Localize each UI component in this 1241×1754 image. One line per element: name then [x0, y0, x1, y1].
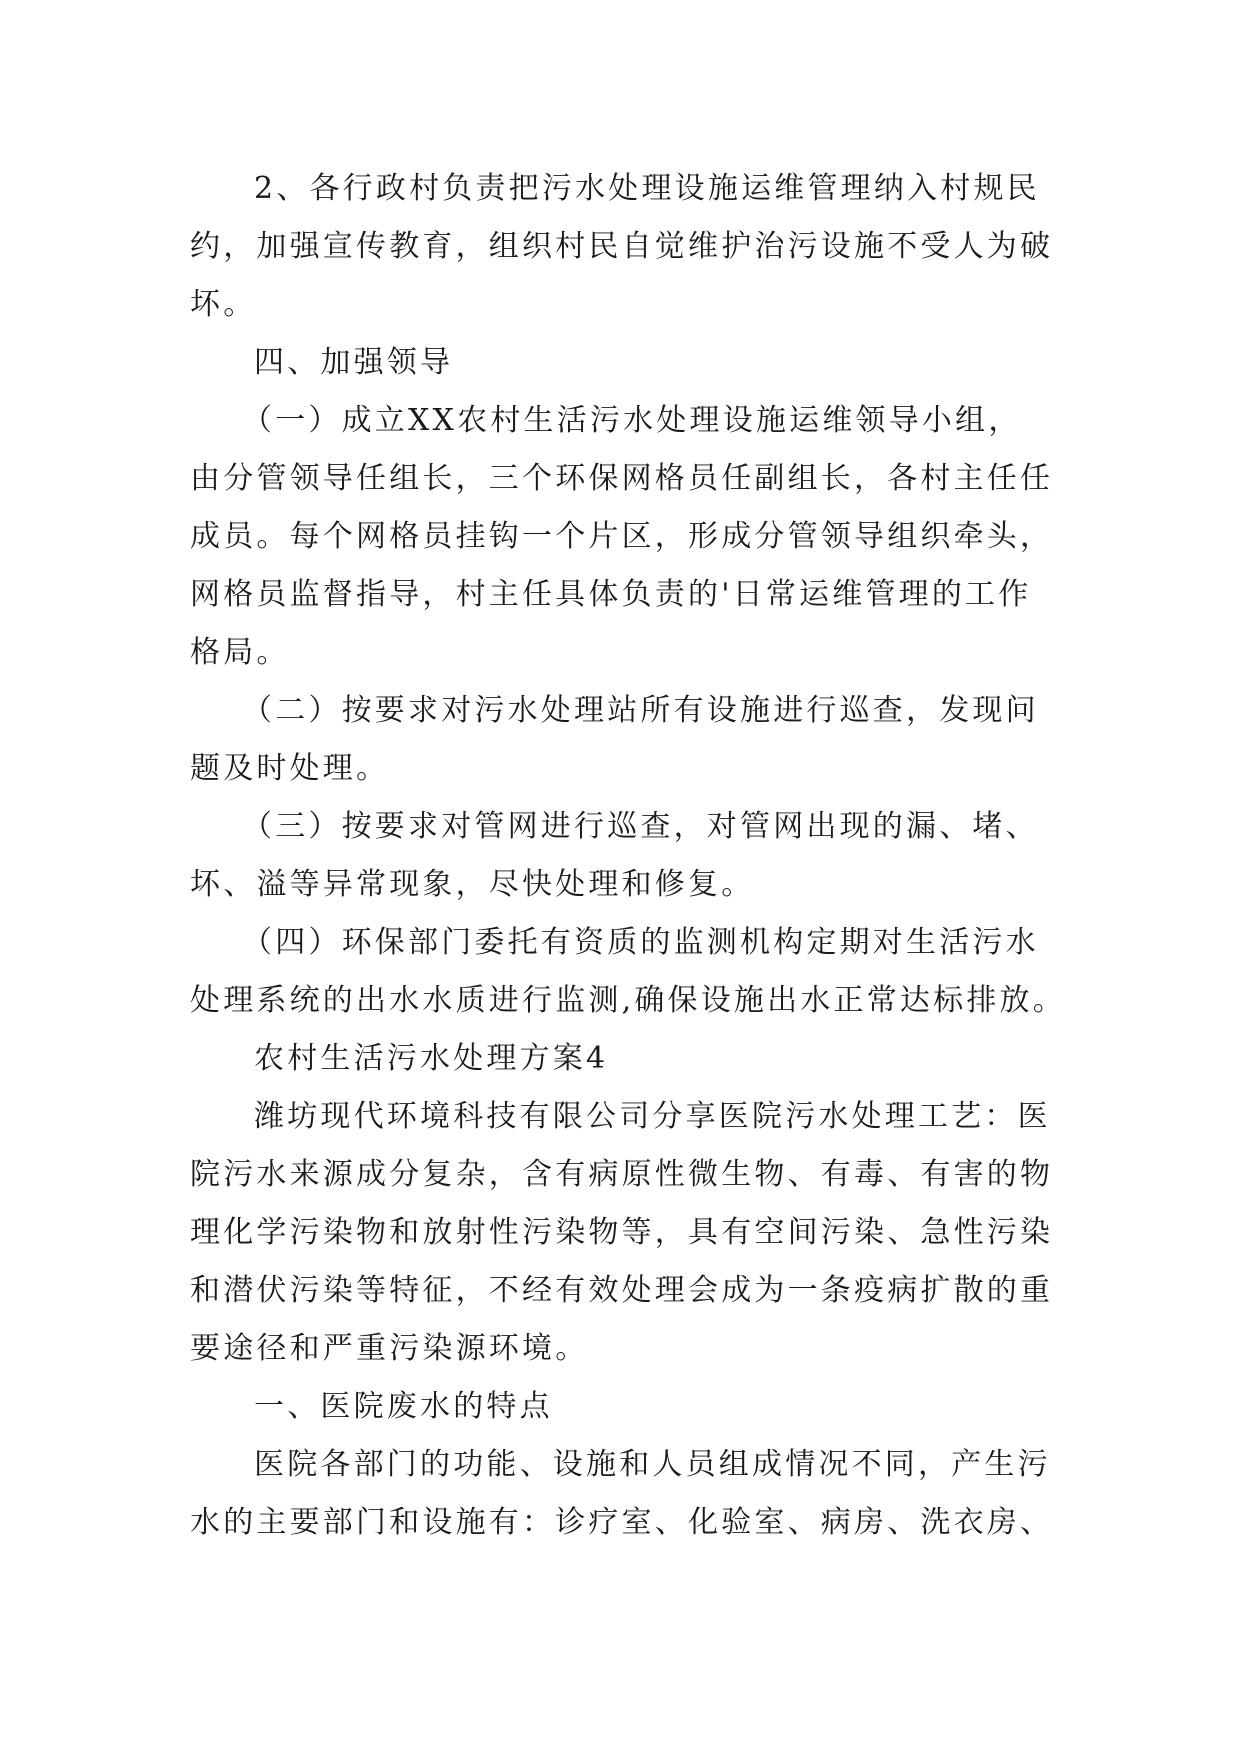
paragraph-line: 坏、溢等异常现象，尽快处理和修复。 — [190, 867, 755, 902]
paragraph-line: 2、各行政村负责把污水处理设施运维管理纳入村规民 — [254, 171, 1040, 206]
paragraph-line: 医院各部门的功能、设施和人员组成情况不同，产生污 — [254, 1447, 1051, 1482]
paragraph-line: 理化学污染物和放射性污染物等，具有空间污染、急性污染 — [190, 1215, 1054, 1250]
paragraph-line: 潍坊现代环境科技有限公司分享医院污水处理工艺：医 — [254, 1099, 1051, 1134]
paragraph-line: 院污水来源成分复杂，含有病原性微生物、有毒、有害的物 — [190, 1157, 1054, 1192]
paragraph-line: 坏。 — [190, 287, 257, 322]
paragraph-line: （三）按要求对管网进行巡查，对管网出现的漏、堵、 — [242, 809, 1039, 844]
document-body — [190, 160, 1066, 1552]
paragraph-line: 题及时处理。 — [190, 751, 390, 786]
paragraph-line: 和潜伏污染等特征，不经有效处理会成为一条疫病扩散的重 — [190, 1273, 1054, 1308]
paragraph-line: （四）环保部门委托有资质的监测机构定期对生活污水 — [242, 925, 1039, 960]
section-heading: 四、加强领导 — [254, 345, 454, 380]
paragraph-line: 由分管领导任组长，三个环保网格员任副组长，各村主任任 — [190, 461, 1054, 496]
paragraph-line: （二）按要求对污水处理站所有设施进行巡查，发现问 — [242, 693, 1039, 728]
section-heading: 农村生活污水处理方案4 — [254, 1041, 609, 1076]
paragraph-line: 网格员监督指导，村主任具体负责的'日常运维管理的工作 — [190, 577, 1032, 612]
section-heading: 一、医院废水的特点 — [254, 1389, 553, 1424]
paragraph-line: 水的主要部门和设施有：诊疗室、化验室、病房、洗衣房、 — [190, 1505, 1054, 1540]
paragraph-line: 处理系统的出水水质进行监测,确保设施出水正常达标排放。 — [190, 983, 1066, 1018]
paragraph-line: 要途径和严重污染源环境。 — [190, 1331, 589, 1366]
paragraph-line: 成员。每个网格员挂钩一个片区，形成分管领导组织牵头， — [190, 519, 1054, 554]
paragraph-line: （一）成立XX农村生活污水处理设施运维领导小组， — [242, 403, 1022, 438]
paragraph-line: 格局。 — [190, 635, 290, 670]
paragraph-line: 约，加强宣传教育，组织村民自觉维护治污设施不受人为破 — [190, 229, 1054, 264]
